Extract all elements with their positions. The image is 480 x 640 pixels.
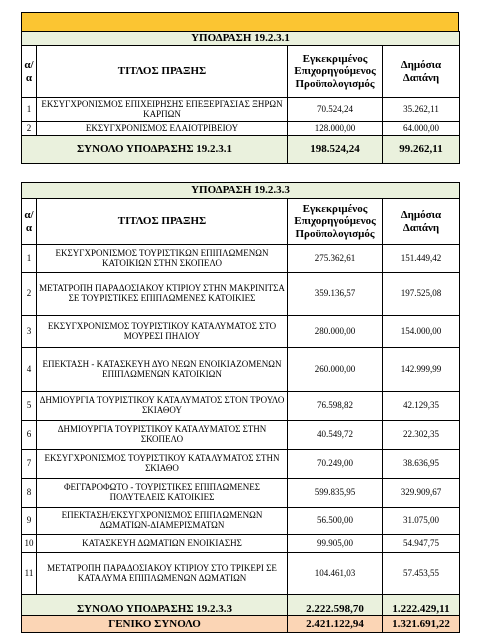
table-row [22, 508, 460, 535]
table2-col-public: Δημόσια Δαπάνη [383, 199, 460, 245]
row-budget: 99.905,00 [288, 535, 383, 553]
row-title: ΕΚΣΥΓΧΡΟΝΙΣΜΟΣ ΤΟΥΡΙΣΤΙΚΟΥ ΚΑΤΑΛΥΜΑΤΟΣ ΣΤΟ ΜΟΥΡΕΣΙ ΠΗΛΙΟΥ [37, 316, 288, 348]
table1-total-budget: 198.524,24 [288, 136, 383, 164]
table-row [22, 273, 460, 316]
table1-col-public: Δημόσια Δαπάνη [383, 46, 460, 98]
row-number: 2 [22, 122, 37, 136]
row-public: 197.525,08 [383, 273, 460, 316]
row-budget: 70.249,00 [288, 450, 383, 479]
row-budget: 599.835,95 [288, 479, 383, 508]
row-title: ΕΠΕΚΤΑΣΗ/ΕΚΣΥΓΧΡΟΝΙΣΜΟΣ ΕΠΙΠΛΩΜΕΝΩΝ ΔΩΜΑΤΙΩΝ-ΔΙΑΜΕΡΙΣΜΑΤΩΝ [37, 508, 288, 535]
row-budget: 280.000,00 [288, 316, 383, 348]
row-public: 22.302,35 [383, 421, 460, 450]
row-title: ΕΚΣΥΓΧΡΟΝΙΣΜΟΣ ΤΟΥΡΙΣΤΙΚΩΝ ΕΠΙΠΛΩΜΕΝΩΝ ΚΑΤΟΙΚΙΩΝ ΣΤΗΝ ΣΚΟΠΕΛΟ [37, 245, 288, 273]
row-number: 3 [22, 316, 37, 348]
row-number: 7 [22, 450, 37, 479]
row-budget: 56.500,00 [288, 508, 383, 535]
row-public: 54.947,75 [383, 535, 460, 553]
table2-col-aa: α/α [22, 199, 37, 245]
row-budget: 70.524,24 [288, 98, 383, 122]
row-number: 2 [22, 273, 37, 316]
row-public: 42.129,35 [383, 392, 460, 421]
row-public: 142.999,99 [383, 348, 460, 392]
row-budget: 359.136,57 [288, 273, 383, 316]
table-row [22, 421, 460, 450]
row-number: 4 [22, 348, 37, 392]
row-public: 57.453,55 [383, 553, 460, 595]
row-number: 8 [22, 479, 37, 508]
row-public: 151.449,42 [383, 245, 460, 273]
table-row [22, 392, 460, 421]
row-title: ΕΚΣΥΓΧΡΟΝΙΣΜΟΣ ΕΛΑΙΟΤΡΙΒΕΙΟΥ [37, 122, 288, 136]
row-budget: 104.461,03 [288, 553, 383, 595]
row-public: 329.909,67 [383, 479, 460, 508]
table2-col-title: ΤΙΤΛΟΣ ΠΡΑΞΗΣ [37, 199, 288, 245]
row-public: 64.000,00 [383, 122, 460, 136]
table1-col-aa: α/α [22, 46, 37, 98]
row-number: 1 [22, 245, 37, 273]
row-title: ΕΚΣΥΓΧΡΟΝΙΣΜΟΣ ΕΠΙΧΕΙΡΗΣΗΣ ΕΠΕΞΕΡΓΑΣΙΑΣ ΞΗΡΩΝ ΚΑΡΠΩΝ [37, 98, 288, 122]
row-budget: 275.362,61 [288, 245, 383, 273]
table-row [22, 98, 460, 122]
table1-total-public: 99.262,11 [383, 136, 460, 164]
row-title: ΜΕΤΑΤΡΟΠΗ ΠΑΡΑΔΟΣΙΑΚΟΥ ΚΤΙΡΙΟΥ ΣΤΗΝ ΜΑΚΡΙΝΙΤΣΑ ΣΕ ΤΟΥΡΙΣΤΙΚΕΣ ΕΠΙΠΛΩΜΕΝΕΣ ΚΑΤΟΙΚΙΕΣ [37, 273, 288, 316]
table2-heading: ΥΠΟΔΡΑΣΗ 19.2.3.3 [22, 183, 460, 199]
row-public: 31.075,00 [383, 508, 460, 535]
row-title: ΜΕΤΑΤΡΟΠΗ ΠΑΡΑΔΟΣΙΑΚΟΥ ΚΤΙΡΙΟΥ ΣΤΟ ΤΡΙΚΕΡΙ ΣΕ ΚΑΤΑΛΥΜΑ ΕΠΙΠΛΩΜΕΝΩΝ ΔΩΜΑΤΙΩΝ [37, 553, 288, 595]
table-row [22, 535, 460, 553]
top-bar [21, 12, 459, 32]
row-number: 5 [22, 392, 37, 421]
row-title: ΕΠΕΚΤΑΣΗ - ΚΑΤΑΣΚΕΥΗ ΔΥΟ ΝΕΩΝ ΕΝΟΙΚΙΑΖΟΜΕΝΩΝ ΕΠΙΠΛΩΜΕΝΩΝ ΚΑΤΟΙΚΙΩΝ [37, 348, 288, 392]
row-number: 1 [22, 98, 37, 122]
table-row [22, 450, 460, 479]
table-subaction-19-2-3-3 [21, 182, 460, 625]
table2-total-public: 1.222.429,11 [383, 595, 460, 625]
grand-total-label: ΓΕΝΙΚΟ ΣΥΝΟΛΟ [22, 616, 288, 633]
row-number: 11 [22, 553, 37, 595]
row-number: 10 [22, 535, 37, 553]
top-bar-cell [22, 13, 459, 32]
row-title: ΚΑΤΑΣΚΕΥΗ ΔΩΜΑΤΙΩΝ ΕΝΟΙΚΙΑΣΗΣ [37, 535, 288, 553]
row-public: 35.262,11 [383, 98, 460, 122]
table1-col-budget: Εγκεκριμένος Επιχορηγούμενος Προϋπολογισμός [288, 46, 383, 98]
row-number: 6 [22, 421, 37, 450]
table-subaction-19-2-3-1 [21, 31, 460, 164]
row-title: ΔΗΜΙΟΥΡΓΙΑ ΤΟΥΡΙΣΤΙΚΟΥ ΚΑΤΑΛΥΜΑΤΟΣ ΣΤΟΝ ΤΡΟΥΛΟ ΣΚΙΑΘΟΥ [37, 392, 288, 421]
row-title: ΔΗΜΙΟΥΡΓΙΑ ΤΟΥΡΙΣΤΙΚΟΥ ΚΑΤΑΛΥΜΑΤΟΣ ΣΤΗΝ ΣΚΟΠΕΛΟ [37, 421, 288, 450]
table-row [22, 553, 460, 595]
grand-total-public: 1.321.691,22 [383, 616, 460, 633]
row-budget: 76.598,82 [288, 392, 383, 421]
row-budget: 40.549,72 [288, 421, 383, 450]
row-title: ΦΕΓΓΑΡΟΦΩΤΟ - ΤΟΥΡΙΣΤΙΚΕΣ ΕΠΙΠΛΩΜΕΝΕΣ ΠΟΛΥΤΕΛΕΙΣ ΚΑΤΟΙΚΙΕΣ [37, 479, 288, 508]
table1-heading: ΥΠΟΔΡΑΣΗ 19.2.3.1 [22, 32, 460, 46]
row-budget: 260.000,00 [288, 348, 383, 392]
table2-total-budget: 2.222.598,70 [288, 595, 383, 625]
row-public: 154.000,00 [383, 316, 460, 348]
row-budget: 128.000,00 [288, 122, 383, 136]
table1-total-label: ΣΥΝΟΛΟ ΥΠΟΔΡΑΣΗΣ 19.2.3.1 [22, 136, 288, 164]
table1-col-title: ΤΙΤΛΟΣ ΠΡΑΞΗΣ [37, 46, 288, 98]
grand-total-budget: 2.421.122,94 [288, 616, 383, 633]
table-row [22, 479, 460, 508]
table2-total-label: ΣΥΝΟΛΟ ΥΠΟΔΡΑΣΗΣ 19.2.3.3 [22, 595, 288, 625]
row-number: 9 [22, 508, 37, 535]
table-row [22, 348, 460, 392]
table-row [22, 245, 460, 273]
table-row [22, 316, 460, 348]
row-title: ΕΚΣΥΓΧΡΟΝΙΣΜΟΣ ΤΟΥΡΙΣΤΙΚΟΥ ΚΑΤΑΛΥΜΑΤΟΣ ΣΤΗΝ ΣΚΙΑΘΟ [37, 450, 288, 479]
table2-col-budget: Εγκεκριμένος Επιχορηγούμενος Προϋπολογισμός [288, 199, 383, 245]
table-row [22, 122, 460, 136]
grand-total-table [21, 615, 460, 633]
row-public: 38.636,95 [383, 450, 460, 479]
